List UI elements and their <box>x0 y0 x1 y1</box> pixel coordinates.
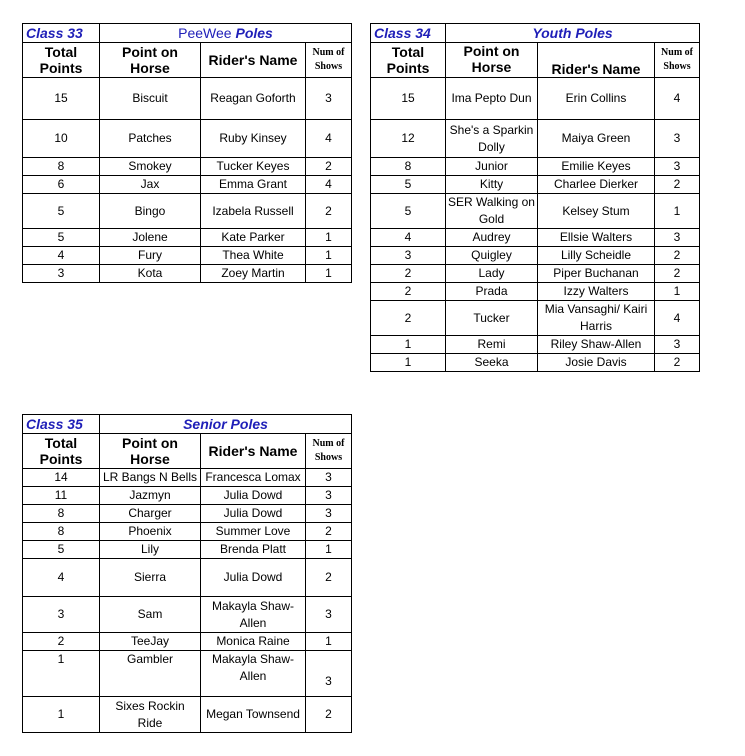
shows-cell: 4 <box>306 176 352 194</box>
rider-cell: Izzy Walters <box>538 283 655 301</box>
class-33-table <box>22 23 352 283</box>
shows-cell: 1 <box>306 633 352 651</box>
horse-cell: Junior <box>446 158 538 176</box>
rider-cell: Monica Raine <box>201 633 306 651</box>
shows-cell: 2 <box>306 559 352 597</box>
table-row <box>371 194 700 229</box>
shows-cell: 3 <box>655 336 700 354</box>
table-row <box>23 541 352 559</box>
horse-cell: Gambler <box>100 651 201 697</box>
shows-cell: 3 <box>306 487 352 505</box>
header-num-of-shows: Num of Shows <box>306 43 352 78</box>
header-point-on-horse: Point on Horse <box>446 43 538 78</box>
rider-cell: Julia Dowd <box>201 487 306 505</box>
horse-cell: She's a Sparkin Dolly <box>446 120 538 158</box>
points-cell: 10 <box>23 120 100 158</box>
points-cell: 5 <box>23 229 100 247</box>
rider-cell: Julia Dowd <box>201 559 306 597</box>
rider-cell: Josie Davis <box>538 354 655 372</box>
horse-cell: Prada <box>446 283 538 301</box>
shows-cell: 3 <box>655 229 700 247</box>
points-cell: 1 <box>371 336 446 354</box>
rider-cell: Makayla Shaw-Allen <box>201 597 306 633</box>
points-cell: 1 <box>371 354 446 372</box>
horse-cell: TeeJay <box>100 633 201 651</box>
points-cell: 5 <box>23 541 100 559</box>
horse-cell: LR Bangs N Bells <box>100 469 201 487</box>
shows-cell: 2 <box>306 158 352 176</box>
header-total-points: Total Points <box>23 43 100 78</box>
rider-cell: Ruby Kinsey <box>201 120 306 158</box>
horse-cell: Kitty <box>446 176 538 194</box>
shows-cell: 3 <box>306 469 352 487</box>
table-row <box>371 336 700 354</box>
header-total-points: Total Points <box>23 434 100 469</box>
rider-cell: Makayla Shaw-Allen <box>201 651 306 697</box>
horse-cell: Fury <box>100 247 201 265</box>
points-cell: 2 <box>371 301 446 336</box>
table-row <box>23 78 352 120</box>
table-row <box>23 559 352 597</box>
table-row <box>23 120 352 158</box>
table-row <box>371 247 700 265</box>
points-cell: 6 <box>23 176 100 194</box>
points-cell: 8 <box>371 158 446 176</box>
shows-cell: 1 <box>306 265 352 283</box>
table-row <box>23 176 352 194</box>
table-row <box>371 120 700 158</box>
class-34-table <box>370 23 700 372</box>
rider-cell: Kelsey Stum <box>538 194 655 229</box>
points-cell: 14 <box>23 469 100 487</box>
shows-cell: 2 <box>655 354 700 372</box>
header-riders-name: Rider's Name <box>538 43 655 78</box>
header-total-points: Total Points <box>371 43 446 78</box>
class-35-table <box>22 414 352 733</box>
table-row <box>23 229 352 247</box>
class-title: Youth Poles <box>446 24 700 43</box>
rider-cell: Megan Townsend <box>201 697 306 733</box>
shows-cell: 2 <box>306 697 352 733</box>
shows-cell: 3 <box>306 505 352 523</box>
table-row <box>371 78 700 120</box>
points-cell: 8 <box>23 505 100 523</box>
shows-cell: 3 <box>306 78 352 120</box>
rider-cell: Charlee Dierker <box>538 176 655 194</box>
header-riders-name: Rider's Name <box>201 43 306 78</box>
rider-cell: Maiya Green <box>538 120 655 158</box>
table-row <box>23 265 352 283</box>
horse-cell: Smokey <box>100 158 201 176</box>
horse-cell: Lily <box>100 541 201 559</box>
horse-cell: Biscuit <box>100 78 201 120</box>
header-riders-name: Rider's Name <box>201 434 306 469</box>
class-title-suffix: Poles <box>235 24 273 41</box>
points-cell: 5 <box>371 194 446 229</box>
horse-cell: Sixes Rockin Ride <box>100 697 201 733</box>
points-cell: 1 <box>23 697 100 733</box>
points-cell: 5 <box>23 194 100 229</box>
points-cell: 4 <box>371 229 446 247</box>
shows-cell: 2 <box>306 194 352 229</box>
shows-cell: 3 <box>306 651 352 697</box>
header-point-on-horse: Point on Horse <box>100 43 201 78</box>
shows-cell: 2 <box>306 523 352 541</box>
rider-cell: Emilie Keyes <box>538 158 655 176</box>
points-cell: 15 <box>23 78 100 120</box>
horse-cell: SER Walking on Gold <box>446 194 538 229</box>
table-row <box>23 633 352 651</box>
points-cell: 1 <box>23 651 100 697</box>
horse-cell: Lady <box>446 265 538 283</box>
rider-cell: Erin Collins <box>538 78 655 120</box>
rider-cell: Zoey Martin <box>201 265 306 283</box>
shows-cell: 2 <box>655 247 700 265</box>
rider-cell: Piper Buchanan <box>538 265 655 283</box>
rider-cell: Tucker Keyes <box>201 158 306 176</box>
shows-cell: 1 <box>306 247 352 265</box>
table-row <box>23 597 352 633</box>
shows-cell: 2 <box>655 265 700 283</box>
horse-cell: Sam <box>100 597 201 633</box>
table-row <box>23 651 352 697</box>
shows-cell: 3 <box>655 120 700 158</box>
class-title <box>100 24 352 43</box>
table-row <box>371 229 700 247</box>
points-cell: 11 <box>23 487 100 505</box>
horse-cell: Remi <box>446 336 538 354</box>
horse-cell: Jax <box>100 176 201 194</box>
table-row <box>23 247 352 265</box>
shows-cell: 1 <box>306 541 352 559</box>
table-row <box>371 265 700 283</box>
shows-cell: 4 <box>655 78 700 120</box>
points-cell: 12 <box>371 120 446 158</box>
rider-cell: Lilly Scheidle <box>538 247 655 265</box>
table-row <box>23 505 352 523</box>
table-row <box>23 158 352 176</box>
points-cell: 2 <box>23 633 100 651</box>
shows-cell: 1 <box>306 229 352 247</box>
points-cell: 15 <box>371 78 446 120</box>
rider-cell: Emma Grant <box>201 176 306 194</box>
points-cell: 2 <box>371 265 446 283</box>
shows-cell: 1 <box>655 283 700 301</box>
horse-cell: Ima Pepto Dun <box>446 78 538 120</box>
points-cell: 8 <box>23 158 100 176</box>
shows-cell: 4 <box>655 301 700 336</box>
shows-cell: 4 <box>306 120 352 158</box>
header-num-of-shows: Num of Shows <box>306 434 352 469</box>
horse-cell: Charger <box>100 505 201 523</box>
rider-cell: Kate Parker <box>201 229 306 247</box>
points-cell: 3 <box>371 247 446 265</box>
class-title: Senior Poles <box>100 415 352 434</box>
horse-cell: Seeka <box>446 354 538 372</box>
rider-cell: Summer Love <box>201 523 306 541</box>
shows-cell: 1 <box>655 194 700 229</box>
points-cell: 3 <box>23 265 100 283</box>
points-cell: 2 <box>371 283 446 301</box>
horse-cell: Phoenix <box>100 523 201 541</box>
header-num-of-shows: Num of Shows <box>655 43 700 78</box>
table-row <box>23 697 352 733</box>
rider-cell: Francesca Lomax <box>201 469 306 487</box>
horse-cell: Audrey <box>446 229 538 247</box>
rider-cell: Julia Dowd <box>201 505 306 523</box>
horse-cell: Patches <box>100 120 201 158</box>
horse-cell: Quigley <box>446 247 538 265</box>
table-row <box>371 158 700 176</box>
rider-cell: Ellsie Walters <box>538 229 655 247</box>
rider-cell: Mia Vansaghi/ Kairi Harris <box>538 301 655 336</box>
points-cell: 4 <box>23 559 100 597</box>
class-number: Class 34 <box>371 24 446 43</box>
shows-cell: 3 <box>655 158 700 176</box>
rider-cell: Riley Shaw-Allen <box>538 336 655 354</box>
table-row <box>23 487 352 505</box>
table-row <box>23 194 352 229</box>
horse-cell: Bingo <box>100 194 201 229</box>
table-row <box>371 176 700 194</box>
shows-cell: 2 <box>655 176 700 194</box>
horse-cell: Tucker <box>446 301 538 336</box>
class-number: Class 33 <box>23 24 100 43</box>
table-row <box>371 301 700 336</box>
points-cell: 4 <box>23 247 100 265</box>
horse-cell: Sierra <box>100 559 201 597</box>
table-row <box>371 354 700 372</box>
rider-cell: Reagan Goforth <box>201 78 306 120</box>
shows-cell: 3 <box>306 597 352 633</box>
horse-cell: Kota <box>100 265 201 283</box>
rider-cell: Brenda Platt <box>201 541 306 559</box>
table-row <box>23 523 352 541</box>
class-number: Class 35 <box>23 415 100 434</box>
points-cell: 8 <box>23 523 100 541</box>
table-row <box>371 283 700 301</box>
horse-cell: Jazmyn <box>100 487 201 505</box>
points-cell: 3 <box>23 597 100 633</box>
horse-cell: Jolene <box>100 229 201 247</box>
table-row <box>23 469 352 487</box>
header-point-on-horse: Point on Horse <box>100 434 201 469</box>
class-title-prefix: PeeWee <box>178 24 232 41</box>
points-cell: 5 <box>371 176 446 194</box>
rider-cell: Izabela Russell <box>201 194 306 229</box>
rider-cell: Thea White <box>201 247 306 265</box>
